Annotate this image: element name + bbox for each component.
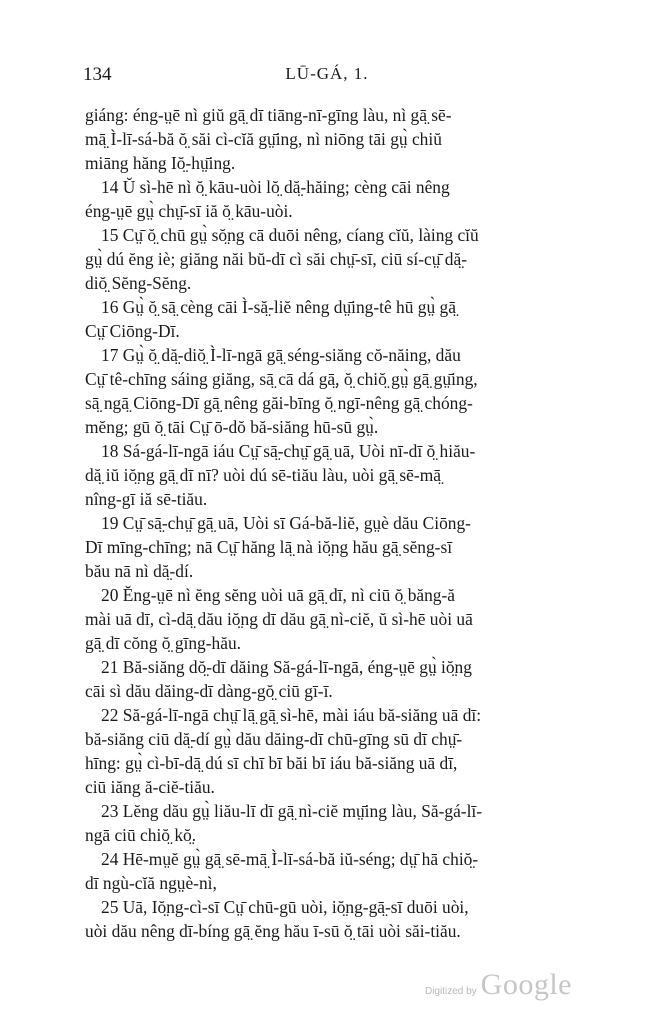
text-line: Dī mīng-chīng; nā Cṳ̄ hăng lā̤ nà iŏ̤ng hău gā̤ sĕng-sī (85, 537, 453, 557)
text-line: Cṳ̄ tê-chīng sáing giăng, sā̤ cā dá gā̤, ŏ̤ chiŏ̤ gṳ̀ gā̤ gṳ̄ing, (85, 369, 478, 389)
text-line: diŏ̤ Sĕng-Sĕng. (85, 273, 192, 293)
text-line: gṳ̀ dú ĕng iè; giăng năi bŭ-dī cì săi chṳ̄-sī, ciū sí-cṳ̄ dă̤- (85, 249, 468, 269)
text-line: 23 Lĕng dău gṳ̀ liău-lī dī gā̤ nì-ciĕ mṳ̄ing làu, Să-gá-lī- (101, 801, 483, 821)
text-line: 20 Ĕng-ṳē nì ĕng sĕng uòi uā gā̤ dī, nì ciū ŏ̤ băng-ă (101, 585, 456, 605)
text-line: 17 Gṳ̀ ŏ̤ dă̤-diŏ̤ Ì-lī-ngā gā̤ séng-siăng cŏ-năing, dău (101, 345, 461, 365)
text-line: bău nā nì dă̤-dí. (85, 561, 194, 581)
text-line: 18 Sá-gá-lī-ngā iáu Cṳ̄ sā̤-chṳ̄ gā̤ uā, Uòi nī-dī ŏ̤ hiău- (101, 441, 476, 461)
text-line: 15 Cṳ̄ ŏ̤ chū gṳ̀ sŏ̤ng cā duōi nêng, cíang cĭŭ, làing cĭŭ (101, 225, 479, 245)
text-line: Cṳ̄ Ciōng-Dī. (85, 321, 180, 341)
text-line: ciū iăng ă-ciĕ-tiău. (85, 777, 215, 797)
text-line: nîng-gī iă sē-tiău. (85, 489, 208, 509)
text-line: 25 Uā, Iŏ̤ng-cì-sī Cṳ̄ chū-gū uòi, iŏ̤ng-gā̤-sī duōi uòi, (101, 897, 469, 917)
text-line: 16 Gṳ̀ ŏ̤ sā̤ cèng cāi Ì-să̤-liĕ nêng dṳ̄ing-tê hū gṳ̀ gā̤ (101, 297, 456, 317)
text-line: dă̤ iŭ iŏ̤ng gā̤ dī nī? uòi dú sē-tiău làu, uòi gā̤ sē-mā̤ (85, 465, 441, 485)
watermark-prefix: Digitized by (424, 986, 477, 997)
text-line: 14 Ŭ sì-hē nì ŏ̤ kāu-uòi lŏ̤ dă̤-hăing; cèng cāi nêng (101, 177, 450, 197)
text-line: miāng hăng Iŏ̤-hṳ̄ing. (85, 153, 236, 173)
text-line: dī ngù-cĭă ngṳè-nì, (85, 873, 217, 893)
text-line: éng-ṳē gṳ̀ chṳ̄-sī iă ŏ̤ kāu-uòi. (85, 201, 293, 221)
text-line: giáng: éng-ṳē nì giŭ gā̤ dī tiāng-nī-gīng làu, nì gā̤ sē- (85, 105, 452, 125)
running-head: LŪ-GÁ, 1. (285, 64, 369, 83)
text-line: mài uā dī, cì-dā̤ dău iŏ̤ng dī dău gā̤ nì-ciĕ, ŭ sì-hē uòi uā (85, 609, 473, 629)
text-line: uòi dău nêng dī-bíng gā̤ ĕng hău ī-sū ŏ̤ tāi uòi săi-tiău. (85, 921, 461, 941)
text-line: gā̤ dī cŏng ŏ̤ gīng-hău. (85, 633, 241, 653)
text-line: 24 Hē-mṳĕ gṳ̀ gā̤ sē-mā̤ Ì-lī-sá-bă iŭ-séng; dṳ̄ hā chiŏ̤- (101, 849, 479, 869)
text-line: 22 Să-gá-lī-ngā chṳ̄ lā̤ gā̤ sì-hē, mài iáu bă-siăng uā dī: (101, 705, 482, 725)
text-line: hīng: gṳ̀ cì-bī-dā̤ dú sī chī bī băi bī iáu bă-siăng uā dī, (85, 753, 458, 773)
text-line: cāi sì dău dăing-dī dàng-gŏ̤ ciū gī-ī. (85, 681, 333, 701)
google-logo: Google (480, 968, 572, 1001)
text-line: ngā ciū chiŏ̤ kŏ̤. (85, 825, 197, 845)
text-line: mā̤ Ì-lī-sá-bă ŏ̤ săi cì-cĭă gṳ̄ing, nì niōng tāi gṳ̀ chiŭ (85, 129, 442, 149)
google-watermark (425, 968, 572, 1002)
text-line: sā̤ ngā̤ Ciōng-Dī gā̤ nêng găi-bīng ŏ̤ ngī-nêng gā̤ chóng- (85, 393, 473, 413)
text-line: bă-siăng ciū dă̤-dí gṳ̀ dău dăing-dī chū-gīng sū dī chṳ̄- (85, 729, 463, 749)
text-line: mĕng; gū ŏ̤ tāi Cṳ̄ ō-dŏ bă-siăng hū-sū gṳ̀. (85, 417, 379, 437)
text-line: 19 Cṳ̄ sā̤-chṳ̄ gā̤ uā, Uòi sī Gá-bă-liĕ, gṳè dău Ciōng- (101, 513, 471, 533)
text-line: 21 Bă-siăng dŏ̤-dī dăing Să-gá-lī-ngā, éng-ṳē gṳ̀ iŏ̤ng (101, 657, 472, 677)
page-number: 134 (83, 64, 112, 85)
